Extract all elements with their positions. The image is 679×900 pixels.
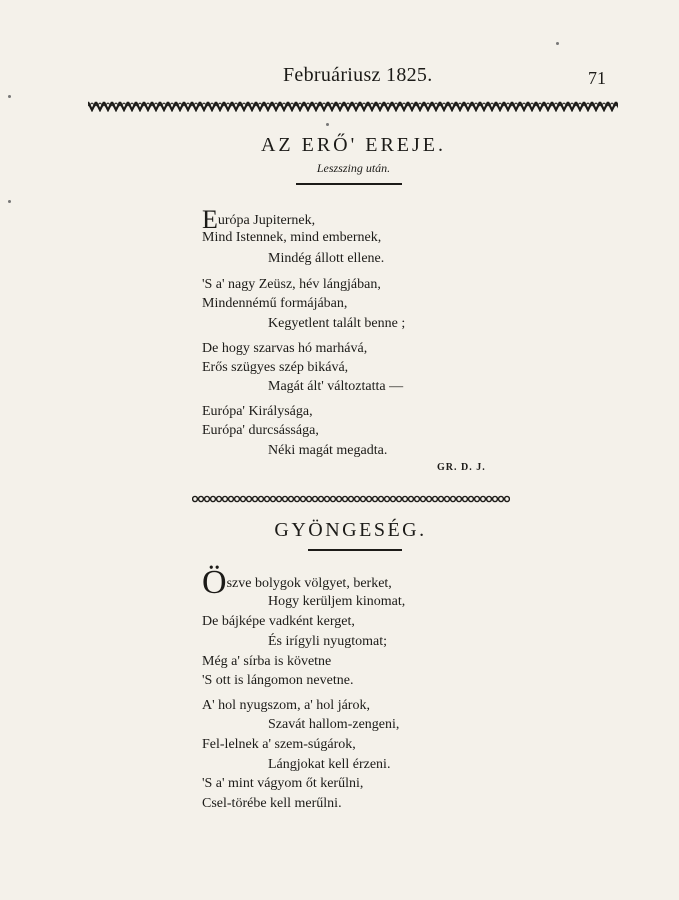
- poem-line-rest: szve bolygok völgyet, berket,: [226, 576, 392, 591]
- paper-speck: [8, 95, 11, 98]
- poem1-subtitle: Leszszing után.: [316, 161, 391, 175]
- poem-line: 'S a' nagy Zeüsz, hév lángjában,: [202, 277, 381, 292]
- poem-line: Mindennémű formájában,: [202, 296, 348, 311]
- poem-line: 'S ott is lángomon nevetne.: [202, 673, 354, 688]
- poem-line: A' hol nyugszom, a' hol járok,: [202, 698, 370, 713]
- poem-line: Mind Istennek, mind embernek,: [202, 230, 382, 245]
- title-underline: [296, 183, 402, 185]
- poem-line: Erős szügyes szép bikává,: [202, 360, 349, 375]
- poem-line: Mindég állott ellene.: [268, 251, 385, 266]
- poem-line: És irígyli nyugtomat;: [268, 634, 387, 649]
- signature: GR. D. J.: [437, 462, 486, 473]
- drop-initial: Ö: [202, 564, 227, 601]
- poem-line: Hogy kerüljem kinomat,: [268, 594, 406, 609]
- poem-line: 'S a' mint vágyom őt kerűlni,: [202, 776, 364, 791]
- poem-line: Európa' Királysága,: [202, 404, 313, 419]
- title-underline: [308, 549, 402, 551]
- poem-line: Szavát hallom-zengeni,: [268, 717, 400, 732]
- poem-line-rest: urópa Jupiternek,: [217, 213, 316, 228]
- zigzag-ornament: [88, 100, 618, 112]
- poem-line: De hogy szarvas hó marhává,: [202, 341, 368, 356]
- poem-line: Európa' durcsássága,: [202, 423, 319, 438]
- paper-speck: [8, 200, 11, 203]
- poem-line: Még a' sírba is követne: [202, 654, 332, 669]
- chain-ornament: [192, 494, 510, 504]
- paper-speck: [326, 123, 329, 126]
- poem1-title: AZ ERŐ' EREJE.: [260, 134, 447, 156]
- header-date: Februáriusz 1825.: [283, 64, 433, 86]
- poem-line: De bájképe vadként kerget,: [202, 614, 355, 629]
- poem-line: Kegyetlent talált benne ;: [268, 316, 406, 331]
- poem-line: Fel-lelnek a' szem-súgárok,: [202, 737, 356, 752]
- poem-line: Csel-törébe kell merűlni.: [202, 796, 342, 811]
- page-number: 71: [588, 68, 606, 88]
- poem2-title: GYÖNGESÉG.: [274, 519, 427, 541]
- poem-line: Lángjokat kell érzeni.: [268, 757, 391, 772]
- drop-initial: E: [202, 205, 218, 234]
- poem-line: Néki magát megadta.: [268, 443, 388, 458]
- paper-speck: [556, 42, 559, 45]
- poem-line: Magát ált' változtatta —: [268, 379, 404, 394]
